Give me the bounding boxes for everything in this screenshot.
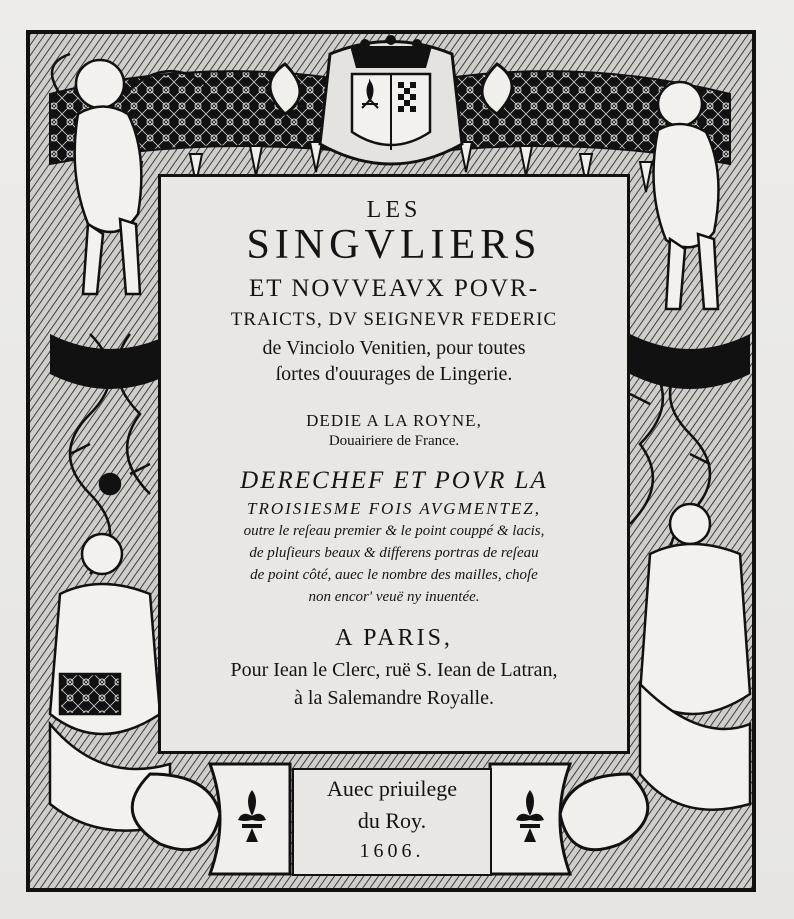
edition-line-3: outre le reſeau premier & le point couppé & lacis, bbox=[243, 523, 545, 539]
edition-line-4: de pluſieurs beaux & differens portras de reſeau bbox=[249, 545, 539, 561]
woodcut-border bbox=[26, 30, 756, 892]
royal-crest-icon bbox=[320, 35, 462, 164]
imprint-sign: à la Salemandre Royalle. bbox=[294, 687, 494, 709]
privilege-panel bbox=[292, 768, 492, 876]
edition-line-2: TROISIESME FOIS AVGMENTEZ, bbox=[246, 499, 541, 518]
edition-line-1: DERECHEF ET POVR LA bbox=[240, 467, 548, 494]
imprint-printer: Pour Iean le Clerc, ruë S. Iean de Latran, bbox=[230, 659, 558, 681]
dedication-line-2: Douairiere de France. bbox=[328, 433, 460, 449]
privilege-line-1: Auec priuilege bbox=[326, 776, 458, 801]
title-line-6: ſortes d'ouurages de Lingerie. bbox=[275, 363, 513, 385]
edition-line-6: non encor' veuë ny inuentée. bbox=[308, 589, 480, 605]
title-line-2: SINGVLIERS bbox=[246, 222, 542, 268]
title-line-1: LES bbox=[366, 197, 422, 223]
title-line-5: de Vinciolo Venitien, pour toutes bbox=[262, 337, 526, 359]
edition-line-5: de point côté, auec le nombre des mailles, choſe bbox=[250, 567, 538, 583]
publication-year: 1606. bbox=[359, 840, 425, 862]
privilege-line-2: du Roy. bbox=[357, 808, 427, 833]
imprint-city: A PARIS, bbox=[335, 625, 453, 651]
title-line-4: TRAICTS, DV SEIGNEVR FEDERIC bbox=[230, 309, 558, 330]
title-line-3: ET NOVVEAVX POVR- bbox=[248, 275, 540, 302]
title-panel bbox=[158, 174, 630, 754]
dedication-line-1: DEDIE A LA ROYNE, bbox=[306, 411, 482, 430]
